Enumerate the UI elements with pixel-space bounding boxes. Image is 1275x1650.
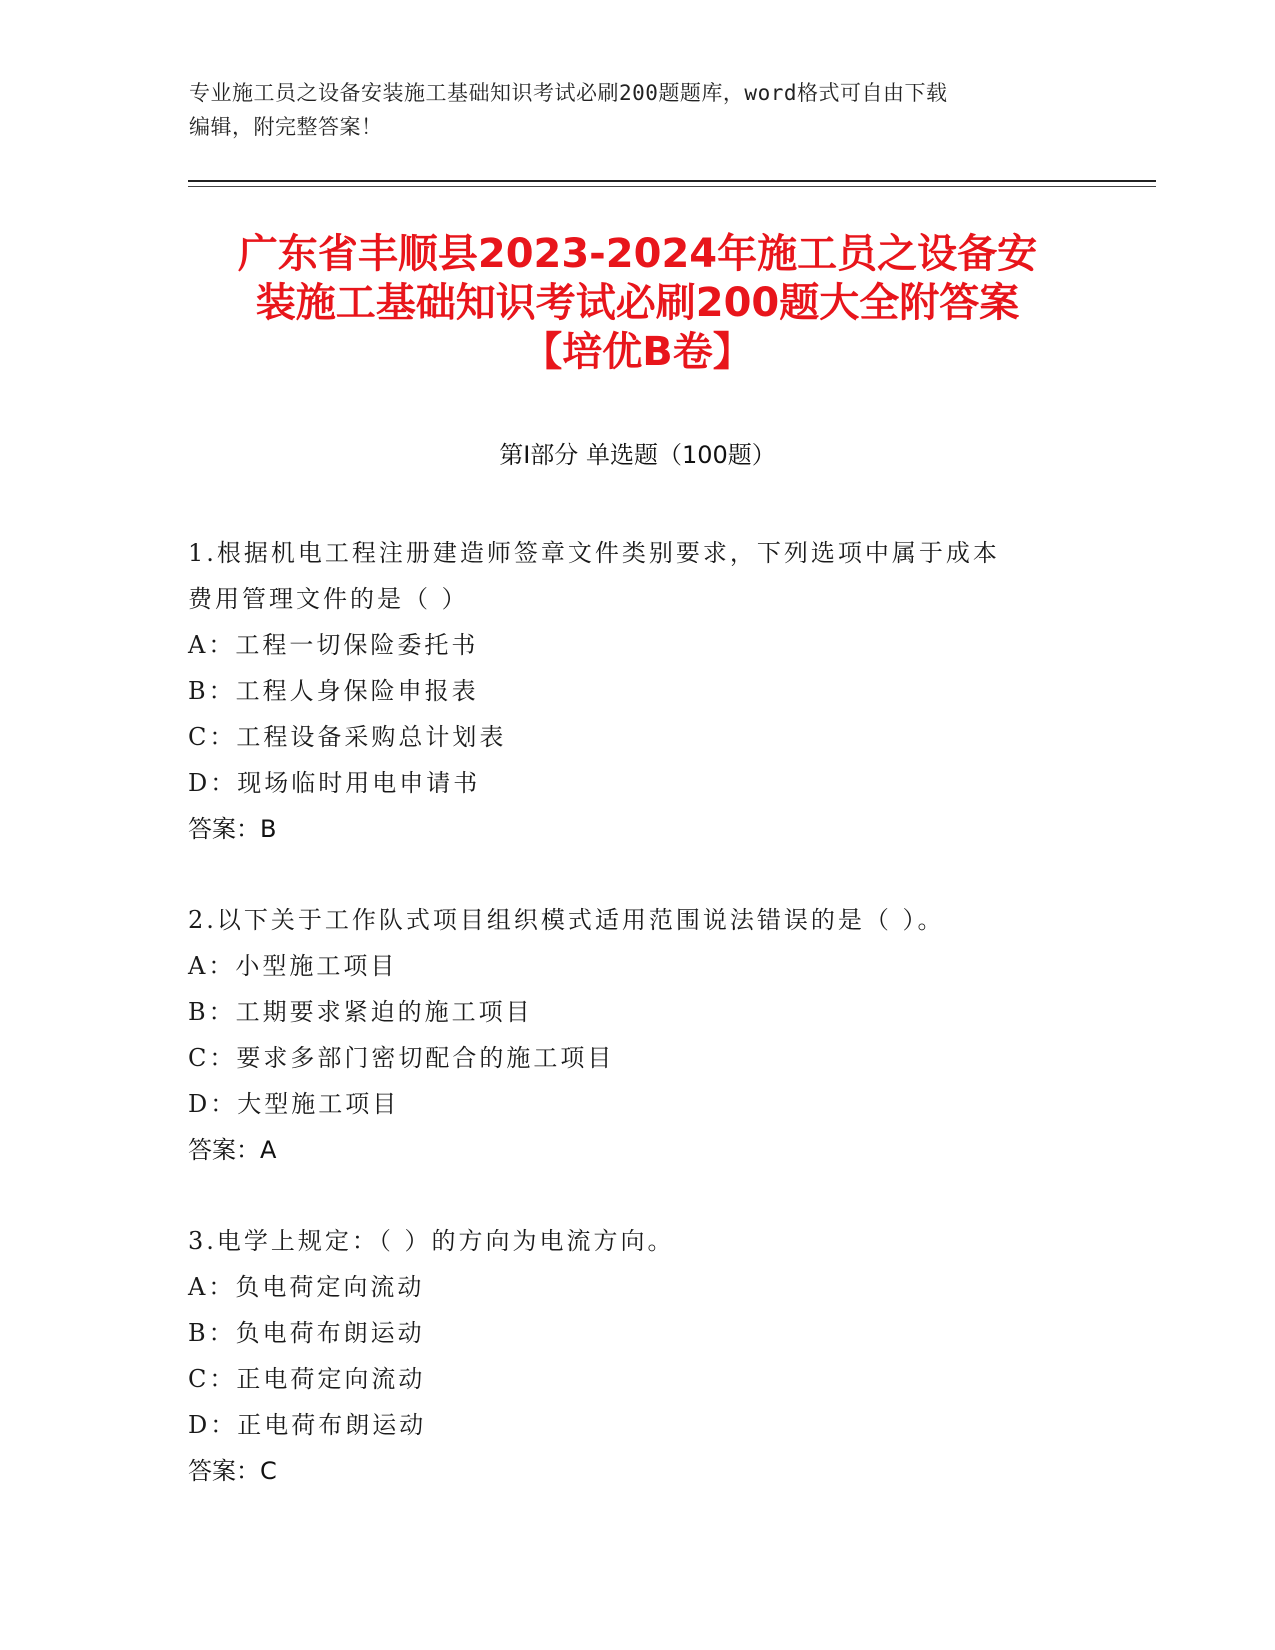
question-1 — [188, 530, 1088, 852]
option-d: D：正电荷布朗运动 — [188, 1411, 427, 1439]
header-note-line-2: 编辑，附完整答案！ — [189, 115, 383, 139]
document-title-line-3: 【培优B卷】 — [522, 329, 753, 375]
header-divider-thick — [188, 180, 1156, 182]
option-c: C：工程设备采购总计划表 — [188, 723, 507, 751]
option-b: B：负电荷布朗运动 — [188, 1319, 425, 1347]
question-stem-continued: 费用管理文件的是（ ） — [188, 585, 469, 613]
answer: 答案：C — [188, 1457, 277, 1485]
option-d: D：现场临时用电申请书 — [188, 769, 481, 797]
answer: 答案：B — [188, 815, 277, 843]
question-stem: 1.根据机电工程注册建造师签章文件类别要求，下列选项中属于成本 — [188, 539, 1000, 567]
question-stem: 2.以下关于工作队式项目组织模式适用范围说法错误的是（ ）。 — [188, 906, 945, 934]
question-stem: 3.电学上规定：（ ）的方向为电流方向。 — [188, 1227, 675, 1255]
header-divider-thin — [188, 186, 1156, 187]
option-a: A：负电荷定向流动 — [188, 1273, 425, 1301]
section-title: 第Ⅰ部分 单选题（100题） — [499, 441, 776, 469]
document-title-line-1: 广东省丰顺县2023-2024年施工员之设备安 — [237, 231, 1038, 277]
question-list — [188, 530, 1088, 1539]
header-note — [189, 76, 1089, 144]
question-2 — [188, 897, 1088, 1173]
question-3 — [188, 1218, 1088, 1494]
option-b: B：工程人身保险申报表 — [188, 677, 479, 705]
option-a: A：工程一切保险委托书 — [188, 631, 479, 659]
answer: 答案：A — [188, 1136, 277, 1164]
option-d: D：大型施工项目 — [188, 1090, 400, 1118]
option-c: C：正电荷定向流动 — [188, 1365, 426, 1393]
option-c: C：要求多部门密切配合的施工项目 — [188, 1044, 615, 1072]
option-b: B：工期要求紧迫的施工项目 — [188, 998, 533, 1026]
option-a: A：小型施工项目 — [188, 952, 398, 980]
document-title-line-2: 装施工基础知识考试必刷200题大全附答案 — [255, 280, 1020, 326]
header-note-line-1: 专业施工员之设备安装施工基础知识考试必刷200题题库，word格式可自由下载 — [189, 81, 948, 105]
document-title — [160, 230, 1115, 377]
